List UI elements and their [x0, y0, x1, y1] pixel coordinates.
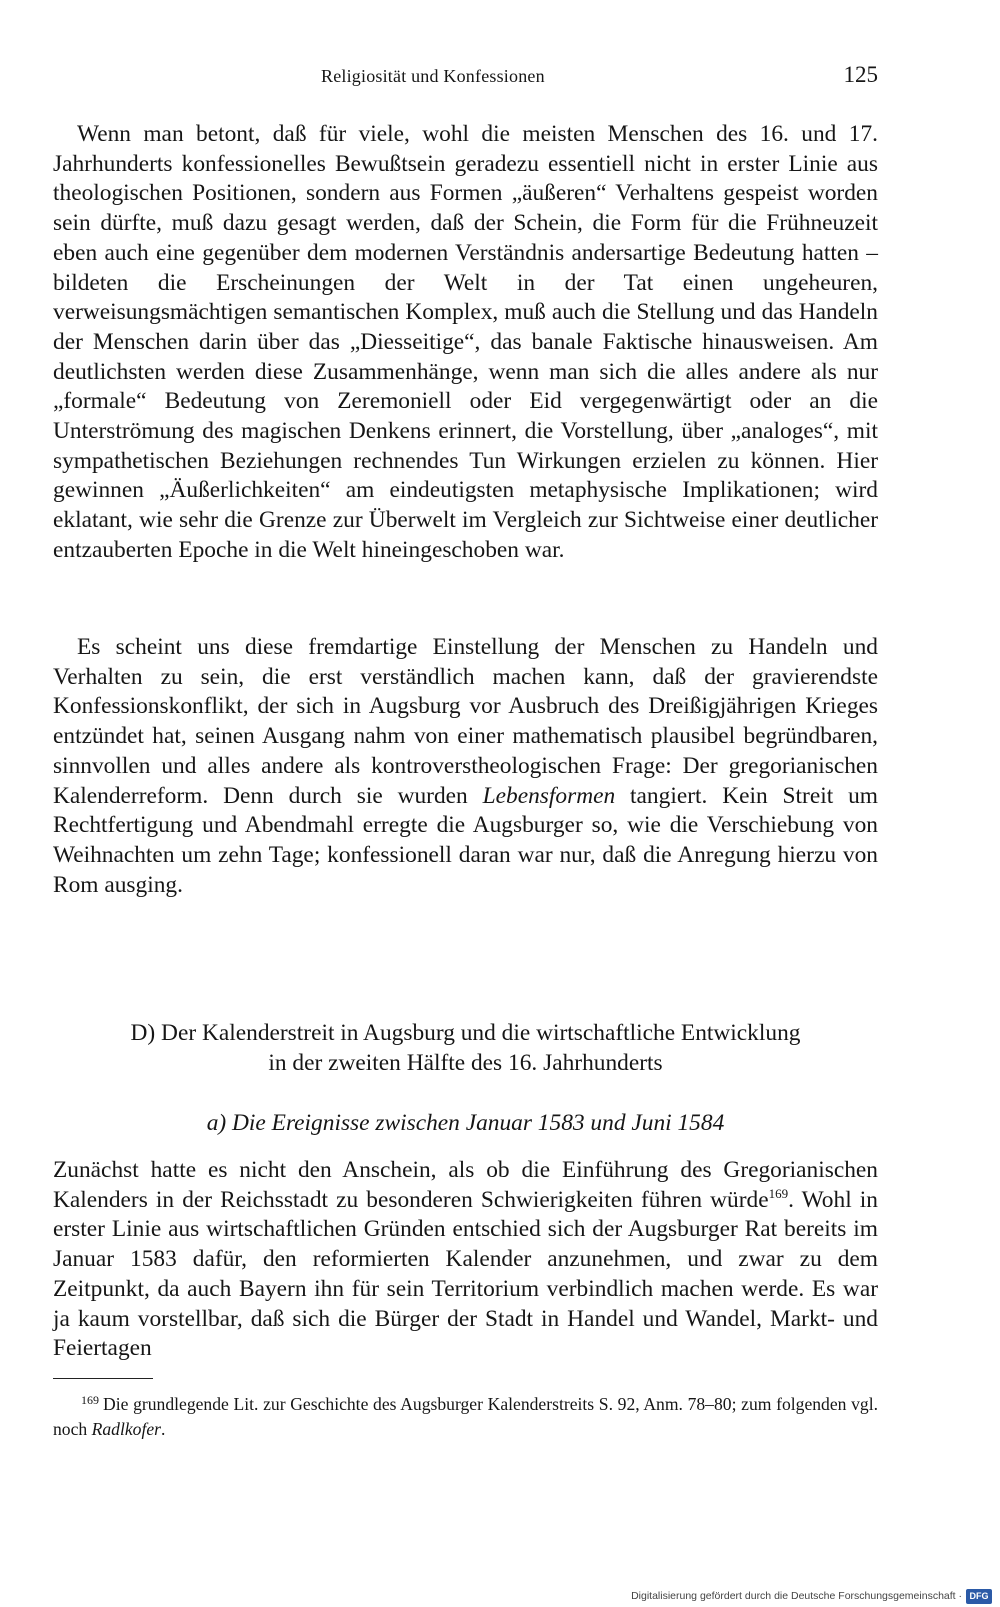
page-number: 125 — [843, 62, 878, 87]
dfg-logo-icon: DFG — [966, 1589, 992, 1604]
paragraph-3-part-1: Zunächst hatte es nicht den Anschein, als ob die Einführung des Gregorianischen Kalenders in der Reichsstadt zu besonderen Schwierigkeiten führen würde — [53, 1157, 878, 1213]
emphasis-lebensformen: Lebensformen — [482, 782, 616, 809]
digitization-watermark — [631, 1587, 992, 1605]
footnote-author-radlkofer: Radlkofer — [91, 1419, 161, 1439]
paragraph-3-text — [53, 1156, 878, 1364]
paragraph-1-text: Wenn man betont, daß für viele, wohl die meisten Menschen des 16. und 17. Jahrhunderts konfessionelles Bewußtsein geradezu essentiell nicht in erster Linie aus theologischen Positionen, sondern aus Formen „äußeren“ Verhaltens gespeist worden sein dürfte, muß dazu gesagt werden, daß der Schein, die Form für die Frühneuzeit eben auch eine gegenüber dem modernen Verständnis andersartige Bedeutung hatten – bildeten die Erscheinungen der Welt in der Tat einen ungeheuren, verweisungsmächtigen semantischen Komplex, muß auch die Stellung und das Handeln der Menschen darin über das „Diesseitige“, das banale Faktische hinausweisen. Am deutlichsten werden diese Zusammenhänge, wenn man sich die alles andere als nur „formale“ Bedeutung von Zeremoniell oder Eid vergegenwärtigt oder an die Unterströmung des magischen Denkens erinnert, die Vorstellung, über „analoges“, mit sympathetischen Beziehungen rechnendes Tun Wirkungen erzielen zu können. Hier gewinnen „Äußerlichkeiten“ am eindeutigsten metaphysische Implikationen; wird eklatant, wie sehr die Grenze zur Überwelt im Vergleich zur Sichtweise einer deutlicher entzauberten Epoche in die Welt hineingeschoben war. — [53, 121, 878, 563]
footnote — [53, 1388, 878, 1442]
running-title: Religiosität und Konfessionen — [321, 66, 545, 86]
section-heading-line-2: in der zweiten Hälfte des 16. Jahrhunderts — [268, 1050, 663, 1076]
paragraph-1 — [53, 120, 878, 566]
footnote-text-part-2: . — [161, 1419, 166, 1439]
footnote-reference[interactable]: 169 — [768, 1185, 789, 1201]
paragraph-2-text — [53, 633, 878, 900]
paragraph-2 — [53, 633, 878, 900]
footnote-divider — [53, 1378, 153, 1379]
watermark-text: Digitalisierung gefördert durch die Deutsche Forschungsgemeinschaft · — [631, 1590, 962, 1602]
footnote-text-part-1: Die grundlegende Lit. zur Geschichte des Augsburger Kalenderstreits S. 92, Anm. 78–80; zum folgenden vgl. noch — [53, 1394, 878, 1439]
section-heading — [53, 1018, 878, 1078]
paragraph-2-part-2: tangiert. Kein Streit um Rechtfertigung und Abendmahl erregte die Augsburger so, wie die Verschiebung von Weihnachten um zehn Tage; konfessionell daran war nur, daß die Anregung hierzu von Rom ausging. — [53, 782, 878, 898]
paragraph-3-part-2: . Wohl in erster Linie aus wirtschaftlichen Gründen entschied sich der Augsburger Rat bereits im Januar 1583 dafür, den reformierten Kalender anzunehmen, und zwar zu dem Zeitpunkt, da auch Bayern ihn für sein Territorium verbindlich machen werde. Es war ja kaum vorstellbar, daß sich die Bürger der Stadt in Handel und Wandel, Markt- und Feiertagen — [53, 1186, 878, 1362]
sub-heading: a) Die Ereignisse zwischen Januar 1583 und Juni 1584 — [206, 1110, 725, 1136]
footnote-number: 169 — [81, 1393, 99, 1407]
paragraph-2-part-1: Es scheint uns diese fremdartige Einstellung der Menschen zu Handeln und Verhalten zu sein, die erst verständlich machen kann, daß der gravierendste Konfessionskonflikt, der sich in Augsburg vor Ausbruch des Dreißigjährigen Krieges entzündet hat, seinen Ausgang nahm von einer mathematisch plausibel begründbaren, sinnvollen und alles andere als kontroverstheologischen Frage: Der gregorianischen Kalenderreform. Denn durch sie wurden — [53, 634, 878, 809]
paragraph-3 — [53, 1156, 878, 1364]
section-heading-line-1: D) Der Kalenderstreit in Augsburg und die wirtschaftliche Entwicklung — [130, 1020, 801, 1046]
page-header — [53, 62, 878, 96]
